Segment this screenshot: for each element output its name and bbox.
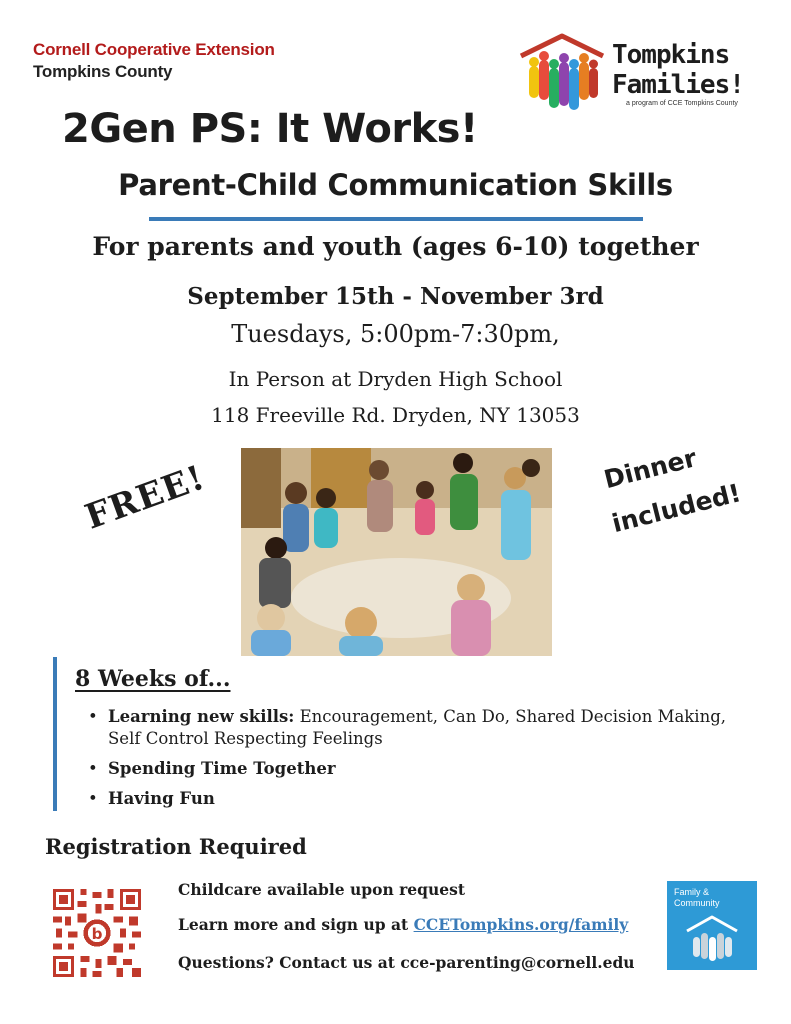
weeks-list <box>88 706 728 818</box>
org-county: Tompkins County <box>33 62 173 81</box>
dinner-callout-line2: included! <box>609 478 744 539</box>
weeks-heading: 8 Weeks of... <box>75 666 231 692</box>
event-address: 118 Freeville Rd. Dryden, NY 13053 <box>211 403 580 427</box>
dinner-callout-line1: Dinner <box>601 443 700 495</box>
org-name: Cornell Cooperative Extension <box>33 40 275 59</box>
title-divider <box>149 217 643 221</box>
tompkins-families-logo <box>517 32 607 116</box>
event-subtitle: Parent-Child Communication Skills <box>118 168 673 202</box>
list-item-bold: Having Fun <box>108 789 215 808</box>
free-callout: FREE! <box>80 457 211 538</box>
list-item <box>88 706 728 750</box>
logo-title-line1: Tompkins <box>612 40 730 70</box>
svg-text:b: b <box>91 925 103 944</box>
event-times: Tuesdays, 5:00pm-7:30pm, <box>231 320 560 348</box>
event-dates: September 15th - November 3rd <box>187 283 604 310</box>
logo-title-line2: Families! <box>612 70 744 100</box>
learn-more-line <box>178 915 628 934</box>
registration-heading: Registration Required <box>45 834 307 859</box>
family-logo-line1: Family & <box>674 887 710 897</box>
family-community-logo <box>667 881 757 970</box>
list-item-text: Encouragement, Can Do, Shared Decision Making, Self Control Respecting Feelings <box>108 707 727 748</box>
house-people-icon <box>685 915 739 963</box>
qr-code[interactable] <box>53 889 141 977</box>
bullet-icon: • <box>88 789 98 808</box>
family-logo-line2: Community <box>674 898 720 908</box>
list-item <box>88 788 728 810</box>
logo-subtitle: a program of CCE Tompkins County <box>626 100 738 107</box>
childcare-note: Childcare available upon request <box>178 880 466 899</box>
weeks-accent-bar <box>53 657 57 811</box>
event-title: 2Gen PS: It Works! <box>62 106 478 152</box>
list-item <box>88 758 728 780</box>
event-audience: For parents and youth (ages 6-10) together <box>92 232 699 261</box>
learn-more-prefix: Learn more and sign up at <box>178 915 414 934</box>
bullet-icon: • <box>88 759 98 778</box>
event-location: In Person at Dryden High School <box>228 367 563 391</box>
contact-line: Questions? Contact us at cce-parenting@cornell.edu <box>178 953 635 972</box>
list-item-bold: Spending Time Together <box>108 759 336 778</box>
signup-link[interactable]: CCETompkins.org/family <box>413 915 629 934</box>
bullet-icon: • <box>88 707 98 726</box>
group-photo <box>241 448 552 656</box>
list-item-bold: Learning new skills: <box>108 707 295 726</box>
